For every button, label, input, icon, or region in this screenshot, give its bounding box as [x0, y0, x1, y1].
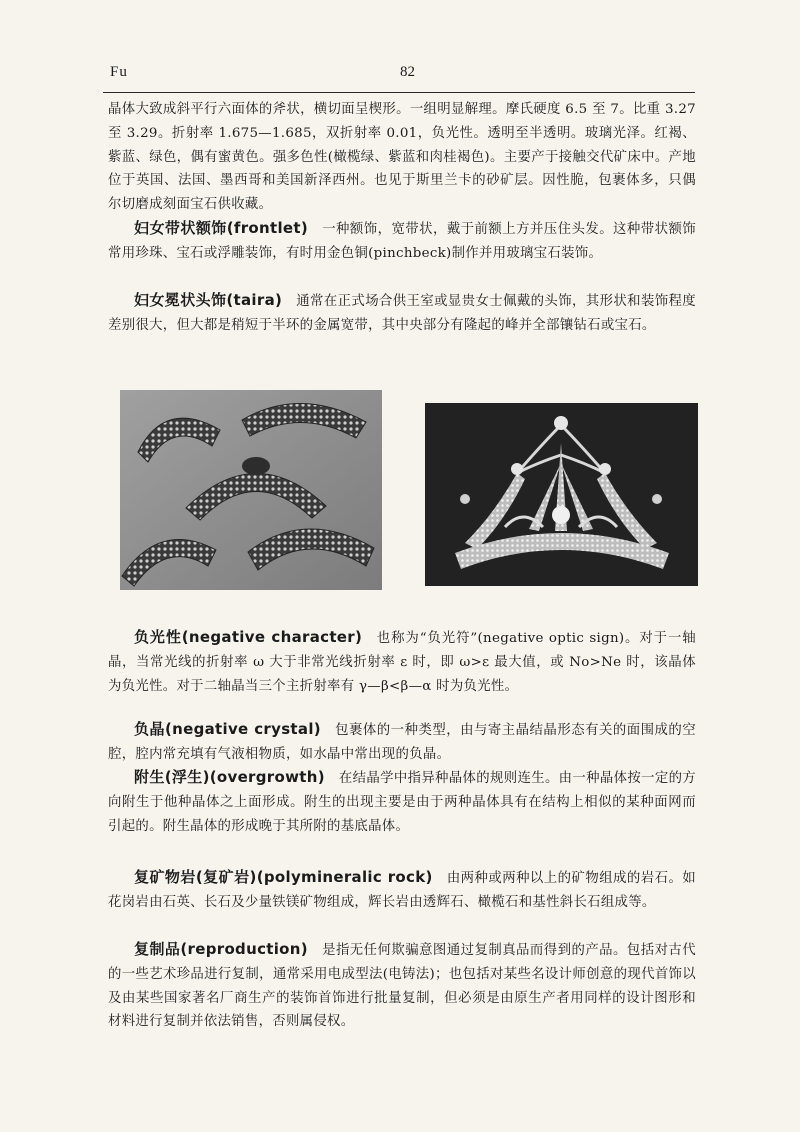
- entry-continuation: [108, 98, 696, 217]
- entry-definition: 通常在正式场合供王室或显贵女士佩戴的头饰，其形状和装饰程度差别很大，但大都是稍短于半环的金属宽带，其中央部分有隆起的峰并全部镶钻石或宝石。: [108, 294, 696, 333]
- tiara-photo: [425, 403, 698, 586]
- entry-paragraph: [108, 866, 696, 915]
- frontlet-photo-image: [120, 390, 382, 590]
- entry-paragraph: [108, 217, 696, 266]
- entry-paragraph: [108, 938, 696, 1034]
- entry-definition: 包裹体的一种类型，由与寄主晶结晶形态有关的面围成的空腔，腔内常充填有气液相物质，如水晶中常出现的负晶。: [108, 723, 696, 762]
- entry-term: 妇女带状额饰(frontlet): [134, 219, 309, 237]
- entry-overgrowth: [108, 766, 696, 838]
- tiara-photo-image: [425, 403, 698, 586]
- entry-term: 复制品(reproduction): [134, 940, 308, 958]
- entry-polymineralic-rock: [108, 866, 696, 915]
- section-letter: Fu: [110, 64, 128, 80]
- entry-paragraph: [108, 289, 696, 338]
- entry-definition: 在结晶学中指异种晶体的规则连生。由一种晶体按一定的方向附生于他种晶体之上面形成。附生的出现主要是由于两种晶体具有在结构上相似的某种面网而引起的。附生晶体的形成晚于其所附的基底晶体。: [108, 771, 696, 834]
- page-number: 82: [400, 64, 415, 80]
- page-header: [110, 62, 695, 92]
- entry-definition: 由两种或两种以上的矿物组成的岩石。如花岗岩由石英、长石及少量铁镁矿物组成，辉长岩由透辉石、橄榄石和基性斜长石组成等。: [108, 871, 696, 910]
- entry-term: 负晶(negative crystal): [134, 720, 321, 738]
- entry-definition: 也称为“负光符”(negative optic sign)。对于一轴晶，当常光线的折射率 ω 大于非常光线折射率 ε 时，即 ω>ε 最大值，或 No>Ne 时，该晶体为负光性。对于二轴晶当三个主折射率有 γ—β<β—α 时为负光性。: [108, 631, 696, 694]
- entry-term: 负光性(negative character): [134, 628, 363, 646]
- entry-term: 附生(浮生)(overgrowth): [134, 768, 325, 786]
- entry-reproduction: [108, 938, 696, 1034]
- entry-paragraph: [108, 766, 696, 838]
- entry-negative-character: [108, 626, 696, 698]
- entry-definition: 是指无任何欺骗意图通过复制真品而得到的产品。包括对古代的一些艺术珍品进行复制，通常采用电成型法(电铸法)；也包括对某些名设计师创意的现代首饰以及由某些国家著名厂商生产的装饰首饰进行批量复制，但必须是由原生产者用同样的设计图形和材料进行复制并依法销售，否则属侵权。: [108, 943, 696, 1030]
- entry-paragraph: [108, 718, 696, 767]
- header-rule: [103, 92, 695, 93]
- entry-paragraph: [108, 626, 696, 698]
- entry-taira: [108, 289, 696, 338]
- entry-term: 妇女冕状头饰(taira): [134, 291, 283, 309]
- entry-frontlet: [108, 217, 696, 266]
- entry-definition: 一种额饰，宽带状，戴于前额上方并压住头发。这种带状额饰常用珍珠、宝石或浮雕装饰，有时用金色铜(pinchbeck)制作并用玻璃宝石装饰。: [108, 222, 696, 261]
- frontlet-photo: [120, 390, 382, 590]
- entry-negative-crystal: [108, 718, 696, 767]
- continuation-text: 晶体大致成斜平行六面体的斧状，横切面呈楔形。一组明显解理。摩氏硬度 6.5 至 7。比重 3.27 至 3.29。折射率 1.675—1.685，双折射率 0.01，负光性。透明至半透明。玻璃光泽。红褐、紫蓝、绿色，偶有蜜黄色。强多色性(橄榄绿、紫蓝和肉桂褐色)。主要产于接触交代矿床中。产地位于英国、法国、墨西哥和美国新泽西州。也见于斯里兰卡的砂矿层。因性脆，包裹体多，只偶尔切磨成刻面宝石供收藏。: [108, 102, 696, 213]
- entry-term: 复矿物岩(复矿岩)(polymineralic rock): [134, 868, 433, 886]
